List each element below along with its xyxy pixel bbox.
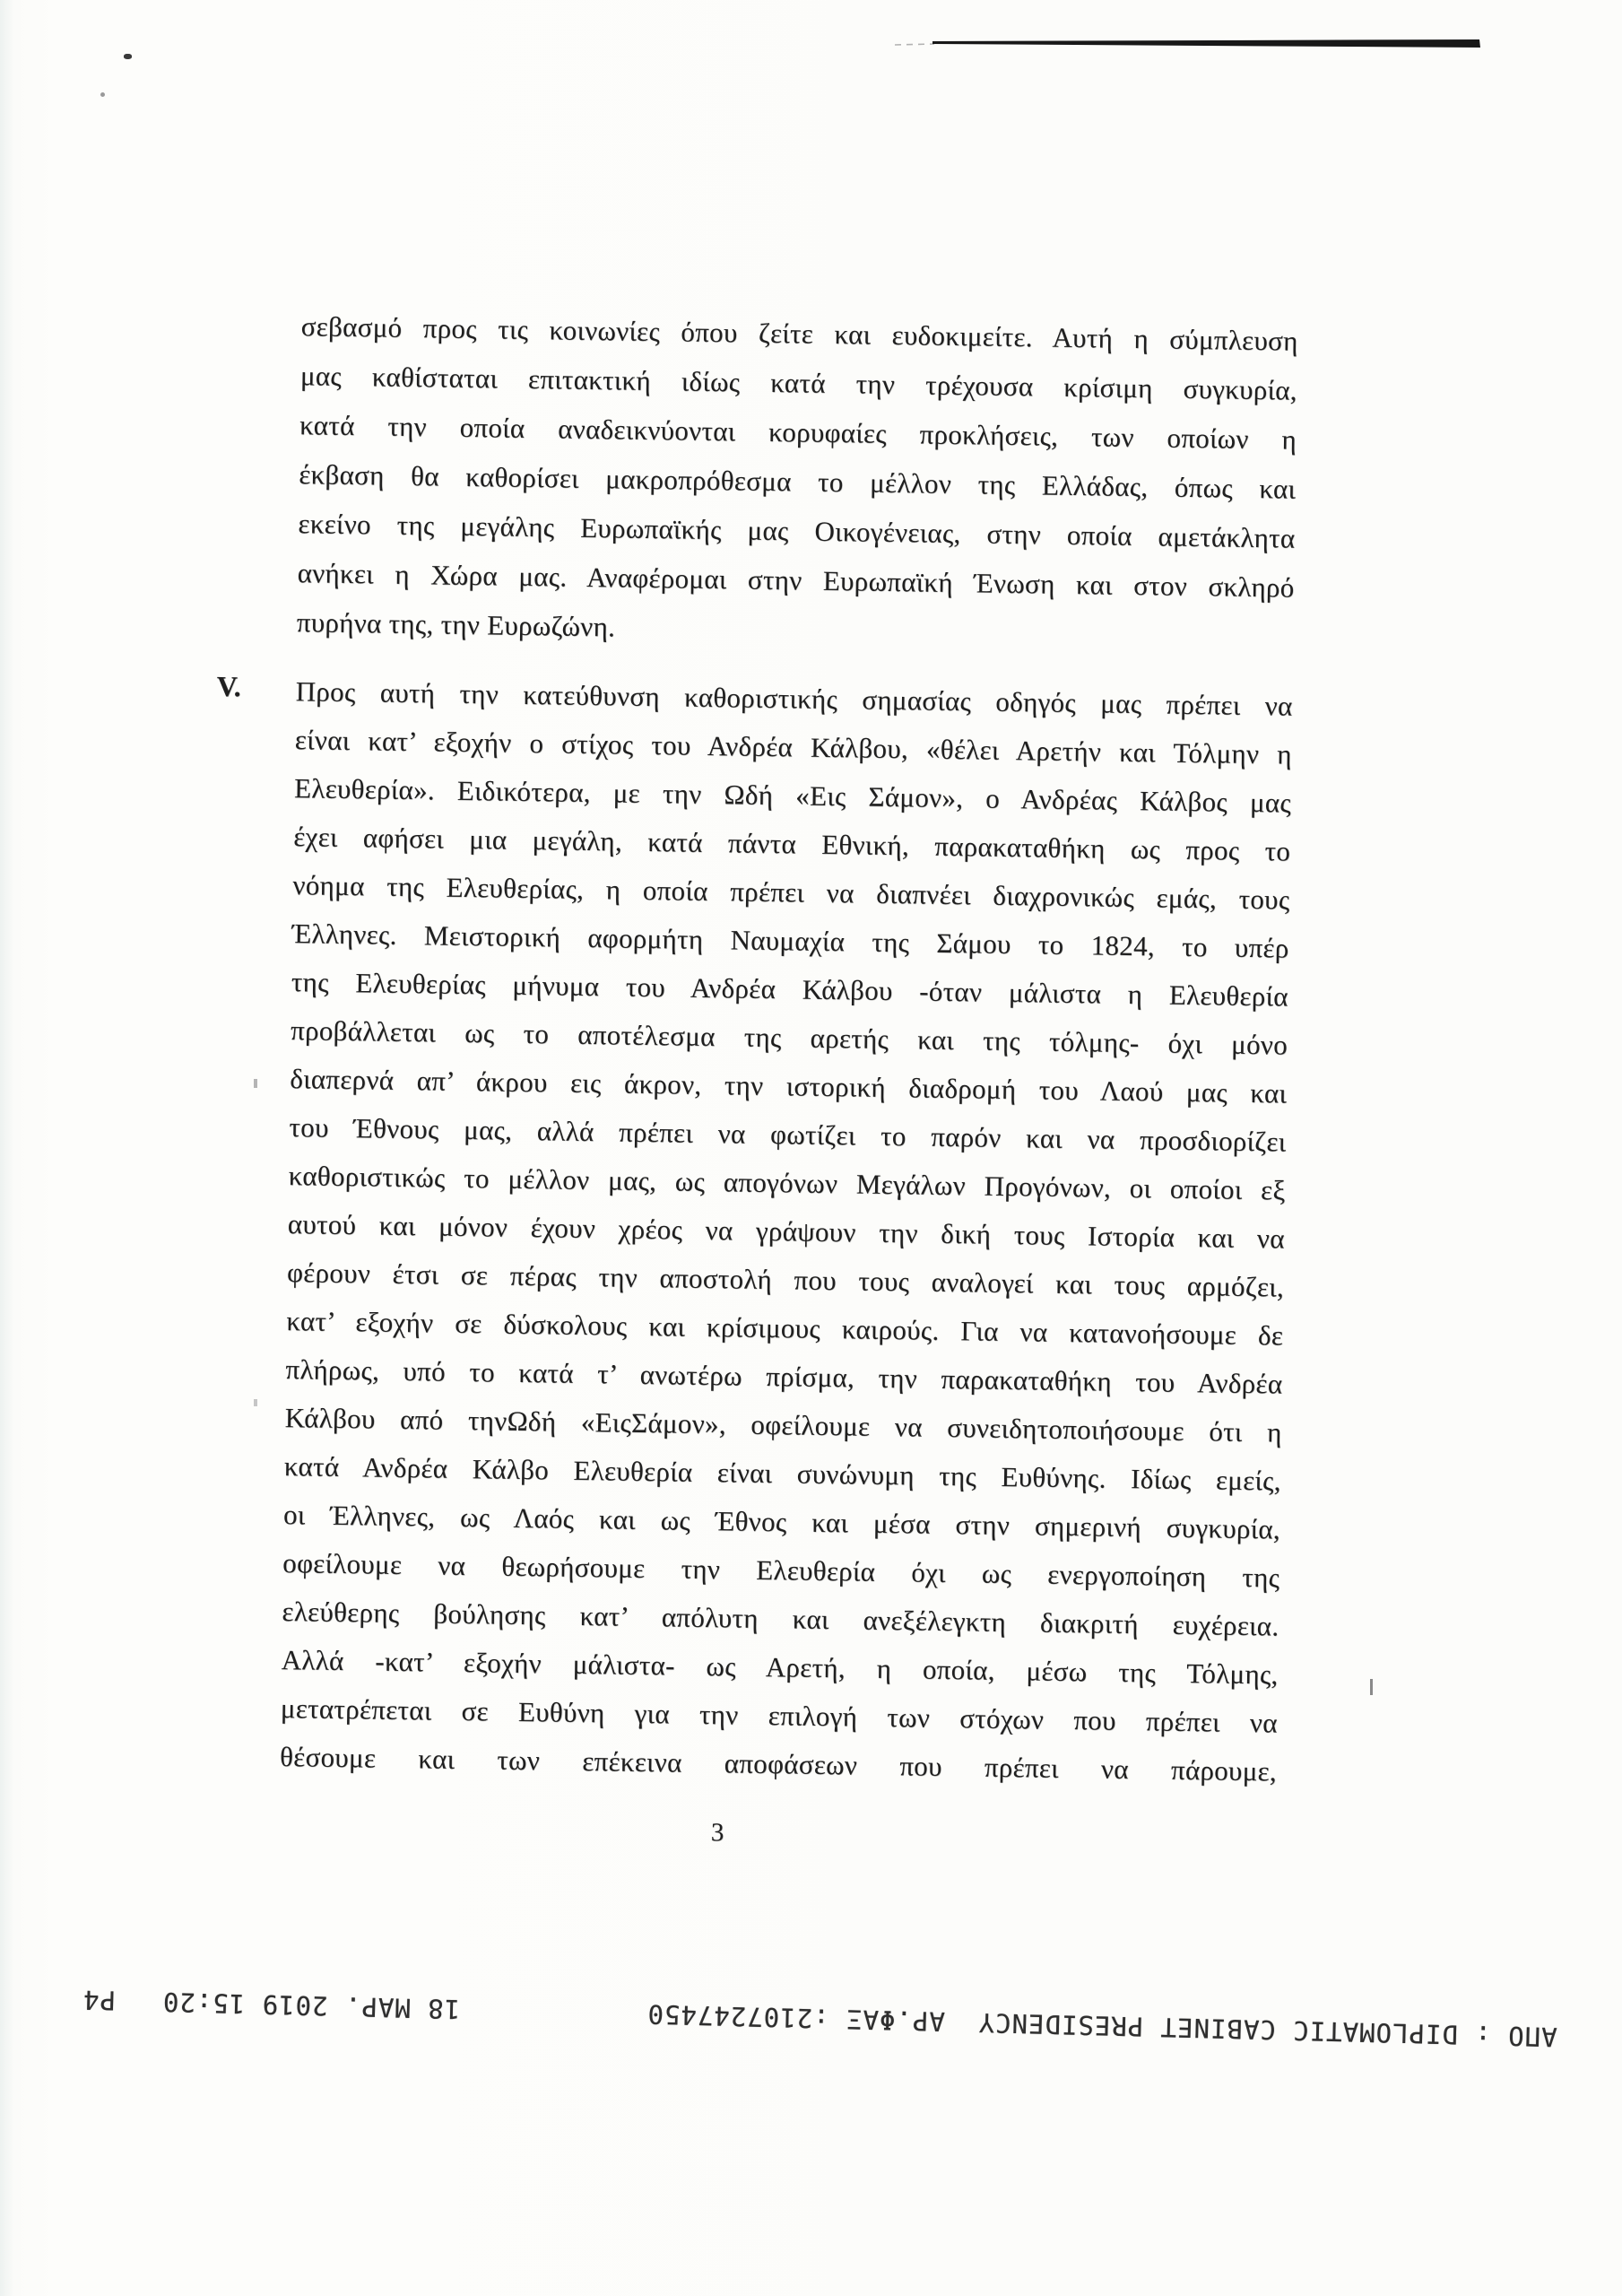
text-line: της Ελευθερίας μήνυμα του Ανδρέα Κάλβου -όταν μάλιστα η Ελευθερία bbox=[291, 966, 1289, 1013]
section-v-paragraph bbox=[280, 667, 1293, 1796]
page-number: 3 bbox=[710, 1818, 724, 1848]
text-line: του Έθνους μας, αλλά πρέπει να φωτίζει το παρόν και να προσδιορίζει bbox=[289, 1111, 1287, 1158]
text-line: φέρουν έτσι σε πέρας την αποστολή που τους αναλογεί και τους αρμόζει, bbox=[286, 1257, 1285, 1303]
text-line: καθοριστικώς το μέλλον μας, ως απογόνων Μεγάλων Προγόνων, οι οποίοι εξ bbox=[288, 1160, 1286, 1206]
fax-datetime-group bbox=[82, 1954, 594, 2058]
text-line: πυρήνα της, την Ευρωζώνη. bbox=[296, 606, 616, 643]
fax-page-code: Ρ4 bbox=[82, 1984, 117, 2016]
text-line: διαπερνά απ’ άκρου εις άκρον, την ιστορική διαδρομή του Λαού μας και bbox=[290, 1063, 1288, 1109]
text-line: προβάλλεται ως το αποτέλεσμα της αρετής και της τόλμης- όχι μόνο bbox=[290, 1014, 1288, 1061]
text-line: μετατρέπεται σε Ευθύνη για την επιλογή των στόχων που πρέπει να bbox=[280, 1692, 1279, 1739]
text-line: οι Έλληνες, ως Λαός και ως Έθνος και μέσα στην σημερινή συγκυρία, bbox=[282, 1499, 1281, 1545]
text-line: είναι κατ’ εξοχήν ο στίχος του Ανδρέα Κάλβου, «θέλει Αρετήν και Τόλμην η bbox=[294, 724, 1293, 770]
text-line: αυτού και μόνον έχουν χρέος να γράψουν την δική τους Ιστορία και να bbox=[287, 1208, 1286, 1255]
text-line: έκβαση θα καθορίσει μακροπρόθεσμα το μέλλον της Ελλάδας, όπως και bbox=[299, 458, 1297, 505]
fax-datetime: 18 ΜΑΡ. 2019 15:20 bbox=[161, 1986, 461, 2025]
text-line: Αλλά -κατ’ εξοχήν μάλιστα- ως Αρετή, η οποία, μέσω της Τόλμης, bbox=[281, 1644, 1279, 1691]
text-line: Ελευθερία». Ειδικότερα, με την Ωδή «Εις Σάμον», ο Ανδρέας Κάλβος μας bbox=[293, 772, 1292, 819]
text-line: θέσουμε και των επέκεινα αποφάσεων που πρέπει να πάρουμε, bbox=[279, 1741, 1278, 1787]
text-line: ελεύθερης βούλησης κατ’ απόλυτη και ανεξέλεγκτη διακριτή ευχέρεια. bbox=[282, 1596, 1279, 1642]
fax-header-strip bbox=[0, 1971, 1597, 2065]
text-line: νόημα της Ελευθερίας, η οποία πρέπει να διαπνέει διαχρονικώς εμάς, τους bbox=[292, 869, 1290, 916]
text-line: κατά Ανδρέα Κάλβο Ελευθερία είναι συνώνυμη της Ευθύνης. Ιδίως εμείς, bbox=[283, 1450, 1282, 1497]
fax-from-line: ΑΠΟ : DIPLOMATIC CABINET PRESIDENCY ΑΡ.ΦΑΞ :2107247450 bbox=[646, 1998, 1558, 2053]
text-line: έχει αφήσει μια μεγάλη, κατά πάντα Εθνική, παρακαταθήκη ως προς το bbox=[293, 821, 1291, 867]
text-line: μας καθίσταται επιτακτική ιδίως κατά την τρέχουσα κρίσιμη συγκυρία, bbox=[299, 360, 1298, 406]
intro-paragraph bbox=[296, 301, 1298, 661]
text-line: οφείλουμε να θεωρήσουμε την Ελευθερία όχι ως ενεργοποίηση της bbox=[282, 1547, 1280, 1594]
text-line: σεβασμό προς τις κοινωνίες όπου ζείτε και ευδοκιμείτε. Αυτή η σύμπλευση bbox=[300, 310, 1298, 357]
text-line: κατ’ εξοχήν σε δύσκολους και κρίσιμους καιρούς. Για να κατανοήσουμε δε bbox=[286, 1305, 1284, 1352]
text-line: Προς αυτή την κατεύθυνση καθοριστικής σημασίας οδηγός μας πρέπει να bbox=[295, 675, 1293, 722]
text-line: κατά την οποία αναδεικνύονται κορυφαίες προκλήσεις, των οποίων η bbox=[299, 409, 1297, 456]
text-line: ανήκει η Χώρα μας. Αναφέρομαι στην Ευρωπαϊκή Ένωση και στον σκληρό bbox=[297, 557, 1295, 604]
text-line: εκείνο της μεγάλης Ευρωπαϊκής μας Οικογένειας, στην οποία αμετάκλητα bbox=[298, 508, 1296, 554]
text-line: Κάλβου από τηνΩδή «ΕιςΣάμον», οφείλουμε να συνειδητοποιήσουμε ότι η bbox=[284, 1402, 1282, 1448]
text-line: πλήρως, υπό το κατά τ’ ανωτέρω πρίσμα, την παρακαταθήκη του Ανδρέα bbox=[285, 1353, 1283, 1400]
section-v-label: V. bbox=[216, 669, 242, 703]
text-line: Έλληνες. Μειστορική αφορμήτη Ναυμαχία της Σάμου το 1824, το υπέρ bbox=[291, 918, 1289, 964]
